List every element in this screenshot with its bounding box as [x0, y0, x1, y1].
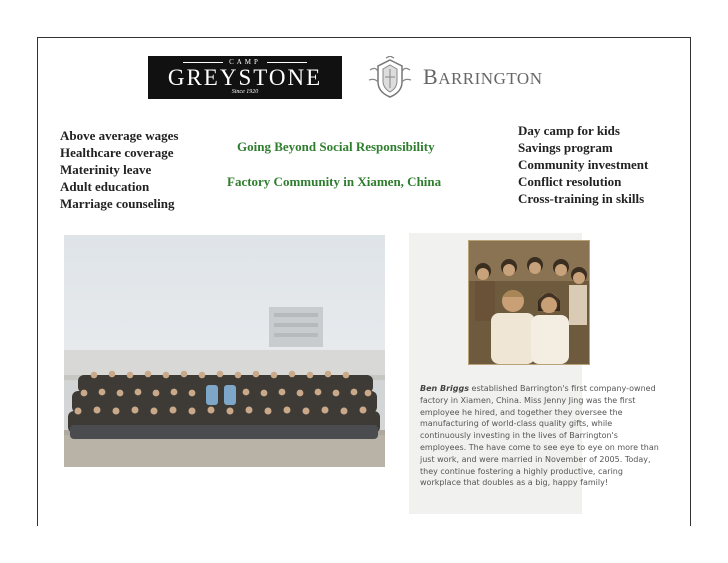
list-item: Marriage counseling: [60, 196, 175, 211]
list-item: Healthcare coverage: [60, 145, 174, 160]
group-photo: [64, 235, 385, 467]
list-item: Savings program: [518, 140, 613, 155]
subheadline: Factory Community in Xiamen, China: [227, 174, 442, 189]
list-item: Materinity leave: [60, 162, 152, 177]
logo-camp-text: CAMP: [148, 58, 342, 66]
list-item: Above average wages: [60, 128, 179, 143]
barrington-crest-icon: [366, 56, 414, 100]
logo-since-text: Since 1920: [231, 89, 259, 95]
logo-greystone-text: GREYSTONE: [167, 65, 323, 90]
headline: Going Beyond Social Responsibility: [237, 139, 435, 154]
barrington-rest: ARRINGTON: [438, 69, 543, 88]
list-item: Day camp for kids: [518, 123, 620, 138]
story-text: [420, 383, 660, 489]
couple-photo: [468, 240, 590, 365]
story-body: established Barrington's first company-owned factory in Xiamen, China. Miss Jenny Jing was the first employee he hired, and together they oversee the manufacturing of world-class quality gifts, while continuously investing in the lives of Barrington's employees. The have come to see eye to eye on more than just work, and were married in November of 2005. Today, they continue fostering a highly productive, caring workplace that doubles as a big, happy family!: [420, 384, 659, 488]
list-item: Conflict resolution: [518, 174, 622, 189]
list-item: Adult education: [60, 179, 150, 194]
benefits-left-list: [60, 127, 178, 212]
story-name: Ben Briggs: [420, 384, 470, 393]
list-item: Community investment: [518, 157, 649, 172]
barrington-initial: B: [423, 64, 439, 89]
benefits-right-list: [518, 122, 648, 207]
barrington-logo-text: [423, 64, 543, 90]
list-item: Cross-training in skills: [518, 191, 645, 206]
greystone-logo: [148, 56, 342, 99]
